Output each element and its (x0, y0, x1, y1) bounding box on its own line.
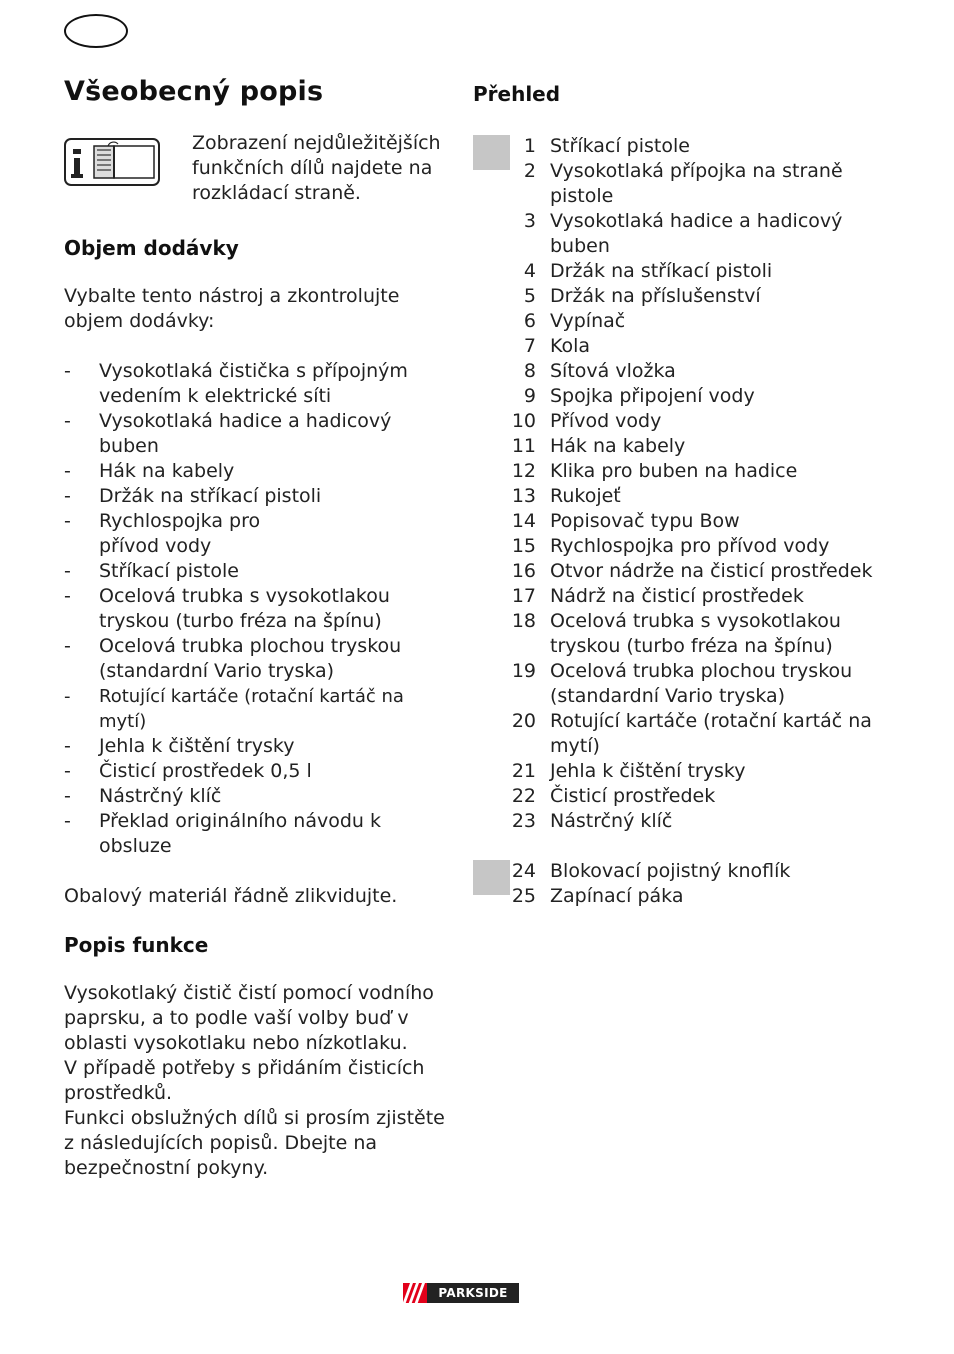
overview-item (473, 309, 873, 334)
list-item: - Ocelová trubka s vysokotlakou tryskou (turbo fréza na špínu) (64, 585, 390, 632)
section-title-function: Popis funkce (64, 933, 209, 957)
item-number: 6 (523, 310, 536, 332)
list-item: - Hák na kabely (64, 460, 235, 482)
right-column (473, 80, 873, 909)
list-item: - Překlad originálního návodu k obsluze (64, 810, 381, 857)
item-label: Držák na příslušenství (550, 285, 761, 307)
item-label: Nástrčný klíč (550, 810, 673, 832)
item-label: Sítová vložka (550, 360, 676, 382)
item-label: Rotující kartáče (rotační kartáč na mytí) (550, 710, 872, 757)
item-label: Klika pro buben na hadice (550, 460, 798, 482)
logo-stripes (403, 1283, 427, 1303)
item-number: 7 (523, 335, 536, 357)
overview-item (473, 334, 873, 359)
overview-item (473, 609, 873, 659)
packaging-note: Obalový materiál řádně zlikvidujte. (64, 885, 398, 907)
item-number: 4 (523, 260, 536, 282)
overview-item (473, 159, 873, 209)
list-item: - Čisticí prostředek 0,5 l (64, 760, 312, 782)
grey-marker (473, 860, 510, 895)
logo-text: PARKSIDE (427, 1283, 519, 1303)
item-number: 12 (511, 460, 536, 482)
item-label: Kola (550, 335, 591, 357)
item-label: Hák na kabely (550, 435, 686, 457)
item-number: 24 (511, 860, 536, 882)
list-item: - Stříkací pistole (64, 560, 239, 582)
item-number: 14 (511, 510, 536, 532)
list-item: - Vysokotlaká hadice a hadicový buben (64, 410, 392, 457)
delivery-list (64, 359, 449, 859)
item-number: 8 (523, 360, 536, 382)
item-number: 3 (523, 210, 536, 232)
item-number: 10 (511, 410, 536, 432)
overview-item (473, 434, 873, 459)
overview-item (473, 559, 873, 584)
item-label: Rychlospojka pro přívod vody (550, 535, 830, 557)
book-info-icon (64, 138, 160, 186)
item-label: Vysokotlaká přípojka na straně pistole (550, 160, 843, 207)
left-column (64, 74, 449, 1181)
function-paragraph-3: Funkci obslužných dílů si prosím zjistěte z následujících popisů. Dbejte na bezpečnostní pokyny. (64, 1107, 445, 1179)
item-label: Ocelová trubka s vysokotlakou tryskou (turbo fréza na špínu) (550, 610, 841, 657)
item-label: Přívod vody (550, 410, 662, 432)
overview-group (473, 859, 873, 909)
item-number: 19 (511, 660, 536, 682)
overview-title: Přehled (473, 82, 561, 106)
overview-item (473, 884, 873, 909)
overview-item (473, 284, 873, 309)
item-label: Spojka připojení vody (550, 385, 755, 407)
item-label: Blokovací pojistný knoflík (550, 860, 791, 882)
grey-marker (473, 135, 510, 170)
item-number: 22 (511, 785, 536, 807)
list-item: - Vysokotlaká čistička s přípojným vedením k elektrické síti (64, 360, 408, 407)
overview-item (473, 659, 873, 709)
item-label: Otvor nádrže na čisticí prostředek (550, 560, 873, 582)
overview-item (473, 709, 873, 759)
overview-item (473, 359, 873, 384)
list-item: - Jehla k čištění trysky (64, 735, 295, 757)
overview-item (473, 484, 873, 509)
item-label: Čisticí prostředek (550, 785, 716, 807)
overview-item (473, 859, 873, 884)
item-number: 20 (511, 710, 536, 732)
item-number: 13 (511, 485, 536, 507)
overview-item (473, 134, 873, 159)
overview-item (473, 459, 873, 484)
list-item: - Rotující kartáče (rotační kartáč na mytí) (64, 686, 404, 732)
overview-item (473, 809, 873, 834)
list-item: - Ocelová trubka plochou tryskou (standardní Vario tryska) (64, 635, 402, 682)
item-label: Rukojeť (550, 485, 621, 507)
overview-item (473, 259, 873, 284)
overview-group (473, 134, 873, 834)
page-title: Všeobecný popis (64, 76, 324, 107)
item-number: 16 (511, 560, 536, 582)
list-item: - Držák na stříkací pistoli (64, 485, 322, 507)
overview-item (473, 409, 873, 434)
item-label: Držák na stříkací pistoli (550, 260, 773, 282)
list-item: - Rychlospojka pro přívod vody (64, 510, 261, 557)
list-item: - Nástrčný klíč (64, 785, 222, 807)
item-label: Popisovač typu Bow (550, 510, 740, 532)
parkside-logo (403, 1283, 519, 1303)
item-number: 18 (511, 610, 536, 632)
overview-item (473, 584, 873, 609)
overview-item (473, 534, 873, 559)
info-note (64, 131, 449, 207)
item-number: 15 (511, 535, 536, 557)
item-number: 2 (523, 160, 536, 182)
item-label: Vypínač (550, 310, 626, 332)
overview-list (473, 134, 873, 909)
function-paragraph-1: Vysokotlaký čistič čistí pomocí vodního paprsku, a to podle vaší volby buď v oblasti vysokotlaku nebo nízkotlaku. (64, 982, 434, 1054)
item-number: 21 (511, 760, 536, 782)
overview-item (473, 759, 873, 784)
item-number: 1 (523, 135, 536, 157)
overview-item (473, 784, 873, 809)
info-text: Zobrazení nejdůležitějších funkčních dílů najdete na rozkládací straně. (192, 132, 441, 204)
item-label: Vysokotlaká hadice a hadicový buben (550, 210, 843, 257)
item-label: Nádrž na čisticí prostředek (550, 585, 804, 607)
function-paragraph-2: V případě potřeby s přidáním čisticích prostředků. (64, 1057, 425, 1104)
item-label: Ocelová trubka plochou tryskou (standardní Vario tryska) (550, 660, 853, 707)
item-label: Stříkací pistole (550, 135, 690, 157)
overview-item (473, 209, 873, 259)
item-number: 11 (511, 435, 536, 457)
item-label: Zapínací páka (550, 885, 684, 907)
language-badge (64, 14, 128, 48)
item-number: 23 (511, 810, 536, 832)
item-number: 9 (523, 385, 536, 407)
overview-item (473, 509, 873, 534)
item-label: Jehla k čištění trysky (550, 760, 746, 782)
item-number: 25 (511, 885, 536, 907)
delivery-intro: Vybalte tento nástroj a zkontrolujte objem dodávky: (64, 285, 400, 332)
item-number: 5 (523, 285, 536, 307)
item-number: 17 (511, 585, 536, 607)
overview-item (473, 384, 873, 409)
section-title-delivery: Objem dodávky (64, 236, 239, 260)
